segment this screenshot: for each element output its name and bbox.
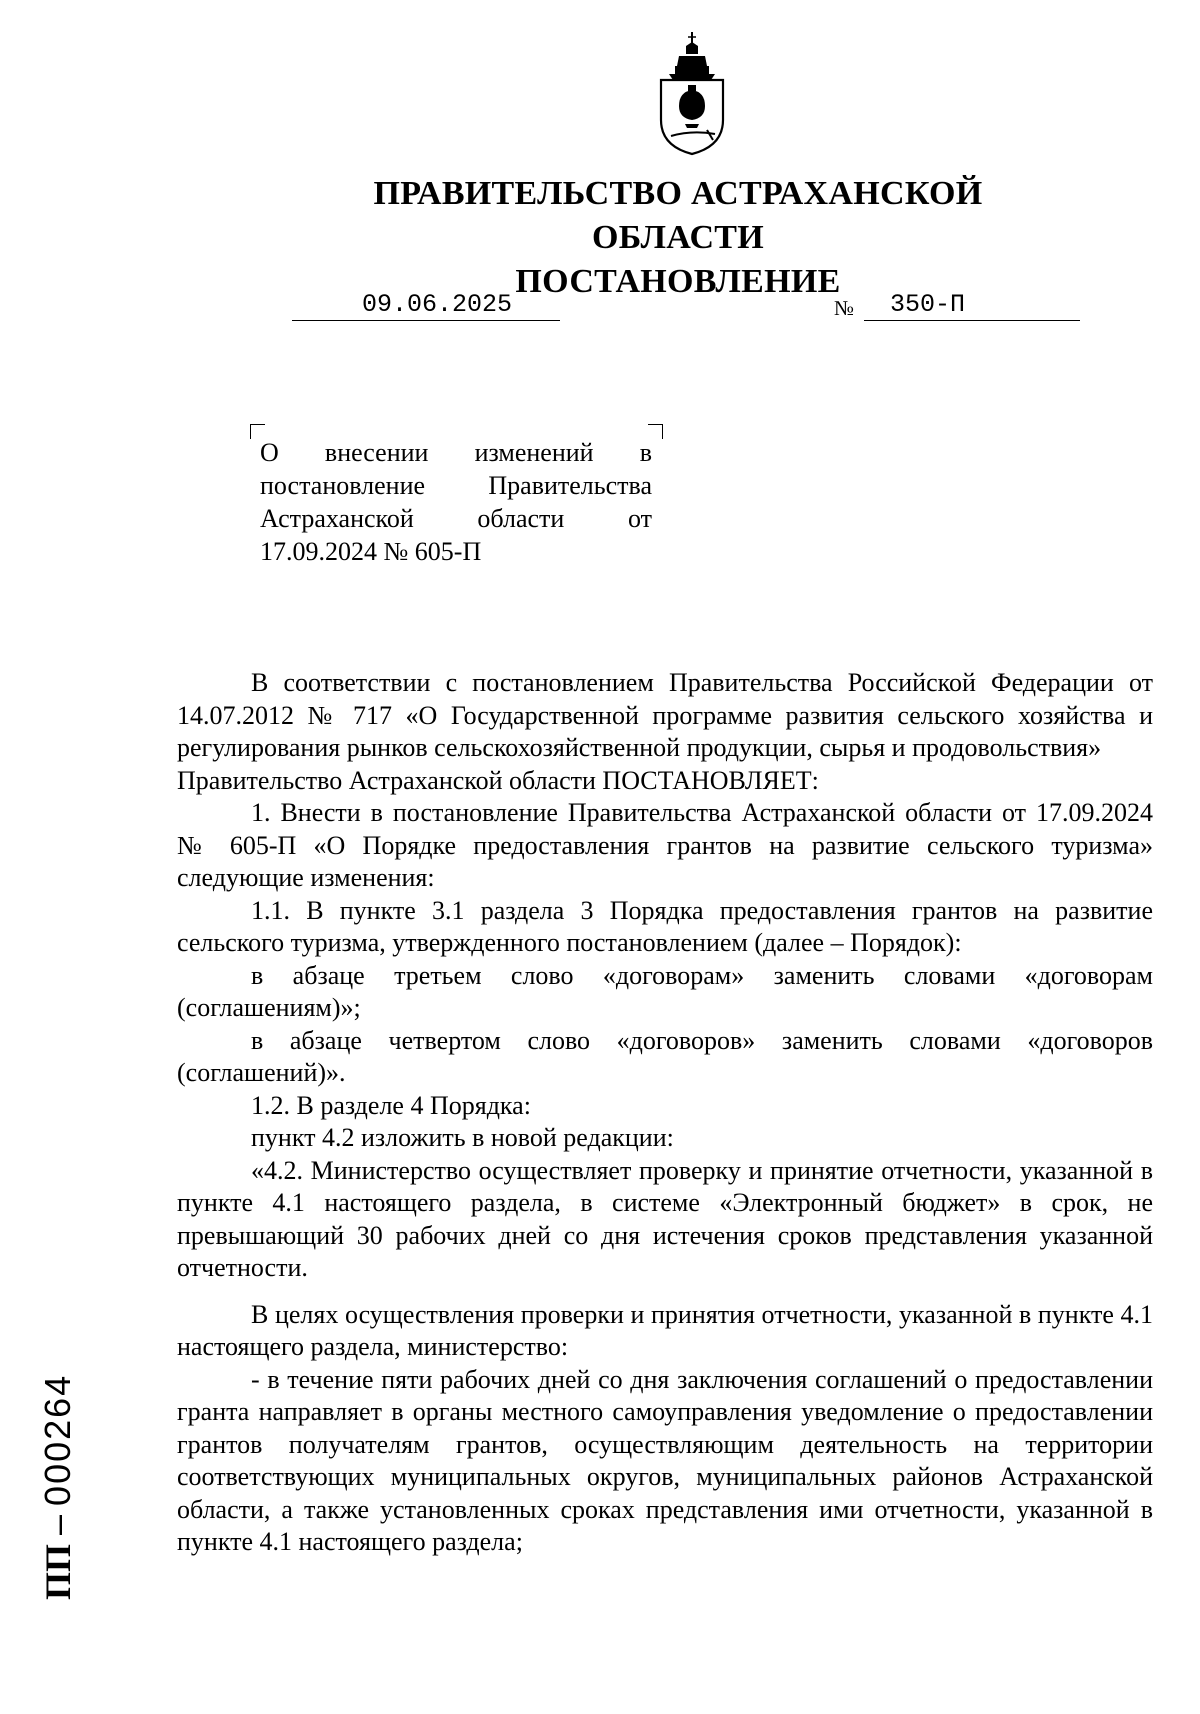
document-subject: О внесении изменений в постановление Правительства Астраханской области от 17.09.2024 № 605-П [260, 438, 652, 566]
body-paragraph: 1. Внести в постановление Правительства Астраханской области от 17.09.2024 № 605-П «О Порядке предоставления грантов на развитие сельского туризма» следующие изменения: [177, 798, 1153, 892]
body-paragraph: Правительство Астраханской области ПОСТАНОВЛЯЕТ: [177, 765, 819, 795]
registration-stamp [37, 1373, 98, 1640]
coat-of-arms-icon [655, 30, 729, 158]
body-paragraph: В соответствии с постановлением Правительства Российской Федерации от 14.07.2012 № 717 «О Государственной программе развития сельского хозяйства и регулирования рынков сельскохозяйственной продукции, сырья и продовольствия» [177, 668, 1153, 762]
document-body [177, 667, 1153, 1559]
document-number-field [834, 290, 1080, 322]
body-paragraph: 1.2. В разделе 4 Порядка: [251, 1090, 531, 1120]
body-paragraph: пункт 4.2 изложить в новой редакции: [251, 1123, 674, 1152]
body-paragraph: «4.2. Министерство осуществляет проверку и принятие отчетности, указанной в пункте 4.1 настоящего раздела, в системе «Электронный бюджет» в срок, не превышающий 30 рабочих дней со дня истечения сроков представления указанной отчетности. [177, 1155, 1153, 1282]
body-paragraph: 1.1. В пункте 3.1 раздела 3 Порядка предоставления грантов на развитие сельского туризма, утвержденного постановлением (далее – Порядок): [177, 895, 1153, 957]
document-date: 09.06.2025 [292, 290, 560, 321]
stamp-number: 000264 [37, 1373, 78, 1506]
stamp-separator: – [37, 1514, 78, 1535]
number-sign: № [834, 296, 855, 320]
body-paragraph: - в течение пяти рабочих дней со дня заключения соглашений о предоставлении гранта направляет в органы местного самоуправления уведомление о предоставлении грантов получателям грантов, осуществляющим деятельность на территории соответствующих муниципальных округов, муниципальных районов Астраханской области, а также установленных сроках представления ими отчетности, указанной в пункте 4.1 настоящего раздела; [177, 1364, 1153, 1556]
body-paragraph: В целях осуществления проверки и принятия отчетности, указанной в пункте 4.1 настоящего раздела, министерство: [177, 1299, 1153, 1361]
body-paragraph: в абзаце третьем слово «договорам» заменить словами «договорам (соглашениям)»; [177, 960, 1153, 1022]
document-number: 350-П [864, 290, 1080, 321]
document-type: ПОСТАНОВЛЕНИЕ [515, 263, 841, 300]
body-paragraph: в абзаце четвертом слово «договоров» заменить словами «договоров (соглашений)». [177, 1025, 1153, 1087]
stamp-prefix: ПП [38, 1543, 78, 1600]
organization-name: ПРАВИТЕЛЬСТВО АСТРАХАНСКОЙ ОБЛАСТИ [373, 175, 983, 256]
document-header [310, 172, 1046, 304]
